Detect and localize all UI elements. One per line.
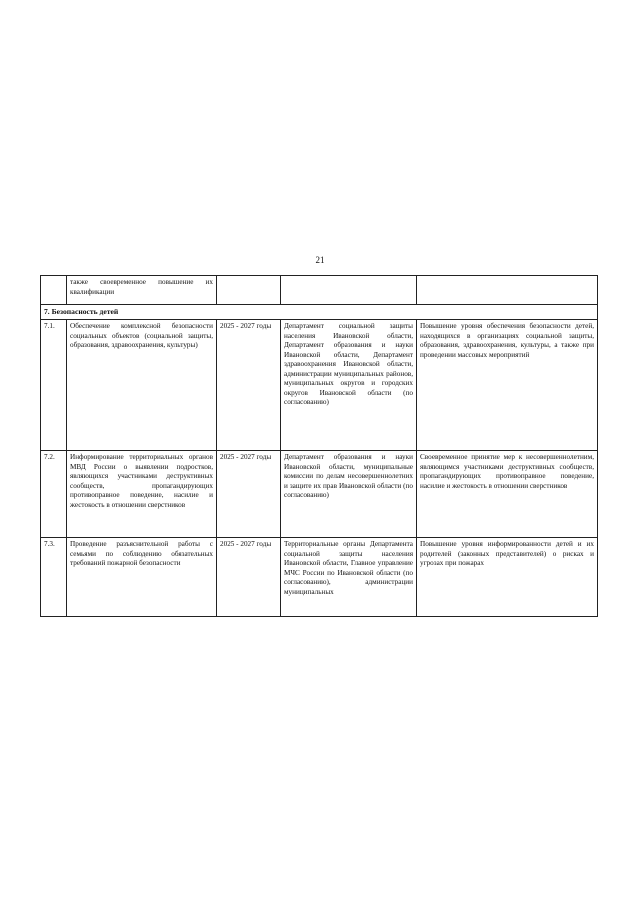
cell-result: Своевременное принятие мер к несовершеннолетним, являющимся участниками деструктивных сообществ, пропагандирующих противоправное поведение, насилие и жестокость в отношении сверстников <box>417 451 598 538</box>
cell-period: 2025 - 2027 годы <box>217 451 281 538</box>
cell-result: Повышение уровня обеспечения безопасности детей, находящихся в организациях социальной защиты, образования, здравоохранения, культуры, а также при проведении массовых мероприятий <box>417 320 598 451</box>
table-row <box>41 320 598 451</box>
cell-executors: Территориальные органы Департамента социальной защиты населения Ивановской области, Главное управление МЧС России по Ивановской области (по согласованию), администрации муниципальных <box>281 538 417 617</box>
cell-period <box>217 276 281 305</box>
cell-executors: Департамент образования и науки Ивановской области, муниципальные комиссии по делам несовершеннолетних и защите их прав Ивановской области (по согласованию) <box>281 451 417 538</box>
cell-measure: Обеспечение комплексной безопасности социальных объектов (социальной защиты, образования, здравоохранения, культуры) <box>67 320 217 451</box>
measures-table <box>40 275 598 617</box>
cell-period: 2025 - 2027 годы <box>217 320 281 451</box>
section-row <box>41 305 598 320</box>
cell-result: Повышение уровня информированности детей и их родителей (законных представителей) о рисках и угрозах при пожарах <box>417 538 598 617</box>
cell-measure: Проведение разъяснительной работы с семьями по соблюдению обязательных требований пожарной безопасности <box>67 538 217 617</box>
cell-num: 7.3. <box>41 538 67 617</box>
cell-measure: Информирование территориальных органов МВД России о выявлении подростков, являющихся участниками деструктивных сообществ, пропагандирующих противоправное поведение, насилие и жестокость в отношении сверстников <box>67 451 217 538</box>
table-row <box>41 538 598 617</box>
cell-num <box>41 276 67 305</box>
cell-executors <box>281 276 417 305</box>
cell-num: 7.1. <box>41 320 67 451</box>
section-title: 7. Безопасность детей <box>41 305 598 320</box>
table-row <box>41 451 598 538</box>
cell-result <box>417 276 598 305</box>
cell-period: 2025 - 2027 годы <box>217 538 281 617</box>
page-number: 21 <box>315 255 325 265</box>
cell-measure: также своевременное повышение их квалификации <box>67 276 217 305</box>
cell-num: 7.2. <box>41 451 67 538</box>
cell-executors: Департамент социальной защиты населения Ивановской области, Департамент образования и науки Ивановской области, Департамент здравоохранения Ивановской области, администрации муниципальных районов, муниципальных округов и городских округов Ивановской области (по согласованию) <box>281 320 417 451</box>
table-row-continuation <box>41 276 598 305</box>
